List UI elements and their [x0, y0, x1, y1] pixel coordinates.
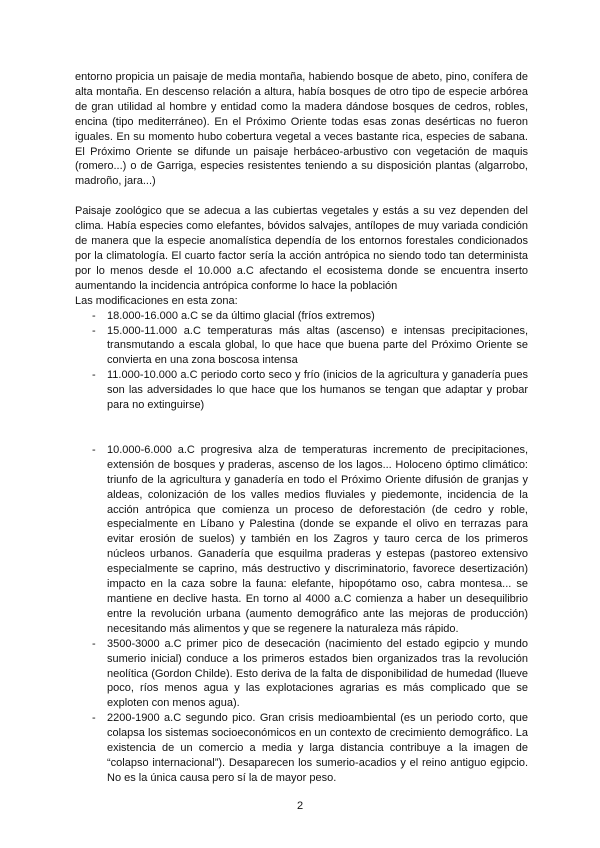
- list-item: - 3500-3000 a.C primer pico de desecación (nacimiento del estado egipcio y mundo sumerio inicial) conduce a los primeros estados bien organizados tras la revolución neolítica (Gordon Childe). Esto deriva de la falta de disponibilidad de humedad (llueve poco, ríos menos agua y las explotaciones agrarias es más complicado que se exploten con menos agua).: [75, 637, 528, 712]
- list-item: - 10.000-6.000 a.C progresiva alza de temperaturas incremento de precipitaciones, extensión de bosques y praderas, ascenso de los lagos... Holoceno óptimo climático: triunfo de la agricultura y ganadería en todo el Próximo Oriente difusión de granjas y aldeas, colonización de los valles medios fluviales y piedemonte, incidencia de la acción antrópica que comienza un proceso de deforestación (de cedro y roble, especialmente en Líbano y Palestina (donde se expande el olivo en terrazas para evitar erosión de suelos) y también en los Zagros y tauro cerca de los primeros núcleos urbanos. Ganadería que esquilma praderas y estepas (pastoreo extensivo especialmente se caprino, más destructivo y discriminatorio, favorece desertización) impacto en la caza sobre la fauna: elefante, hipopótamo oso, cabra montesa... se mantiene en declive hasta. En torno al 4000 a.C comienza a haber un desequilibrio entre la revolución urbana (aumento demográfico ante las mejoras de producción) necesitando más alimentos y que se regenere la naturaleza más rápido.: [75, 443, 528, 637]
- paragraph-gap: [75, 189, 528, 204]
- modifications-list: [75, 309, 528, 786]
- body-text: [75, 70, 528, 786]
- list-item: - 15.000-11.000 a.C temperaturas más altas (ascenso) e intensas precipitaciones, transmutando a escala global, lo que hace que buena parte del Próximo Oriente se convierta en una zona boscosa intensa: [75, 324, 528, 369]
- paragraph-zoology: Paisaje zoológico que se adecua a las cubiertas vegetales y estás a su vez dependen del clima. Había especies como elefantes, bóvidos salvajes, antílopes de muy variada condición de manera que la especie anomalística dependía de los entornos forestales condicionados por la climatología. El cuarto factor sería la acción antrópica no siendo todo tan determinista por lo menos desde el 10.000 a.C afectando el ecosistema donde se encuentra inserto aumentando la incidencia antrópica conforme lo hace la población: [75, 205, 528, 292]
- list-item: - 2200-1900 a.C segundo pico. Gran crisis medioambiental (es un periodo corto, que colapsa los sistemas socioeconómicos en un contexto de crecimiento demográfico. La existencia de un comercio a media y larga distancia contribuye a la imagen de “colapso internacional”). Desaparecen los sumerio-acadios y el reino antiguo egipcio. No es la única causa pero sí la de mayor peso.: [75, 711, 528, 786]
- paragraph-vegetation: entorno propicia un paisaje de media montaña, habiendo bosque de abeto, pino, conífera de alta montaña. En descenso relación a altura, había bosques de otro tipo de especie arbórea de gran utilidad al hombre y entidad como la madera dándose bosques de cedros, robles, encina (tipo mediterráneo). En el Próximo Oriente todas esas zonas desérticas no fueron iguales. En su momento hubo cobertura vegetal a veces bastante rica, especies de sabana. El Próximo Oriente se difunde un paisaje herbáceo-arbustivo con vegetación de maquis (romero...) o de Garriga, especies resistentes teniendo a su disposición plantas (algarrobo, madroño, jara...): [75, 71, 528, 188]
- list-item: - 11.000-10.000 a.C periodo corto seco y frío (inicios de la agricultura y ganadería pues son las adversidades lo que hace que los humanos se tengan que adaptar y probar para no extinguirse): [75, 368, 528, 413]
- page-number: 2: [296, 800, 304, 812]
- list-intro: Las modificaciones en esta zona:: [75, 294, 238, 307]
- list-item: - 18.000-16.000 a.C se da último glacial (fríos extremos): [75, 309, 528, 324]
